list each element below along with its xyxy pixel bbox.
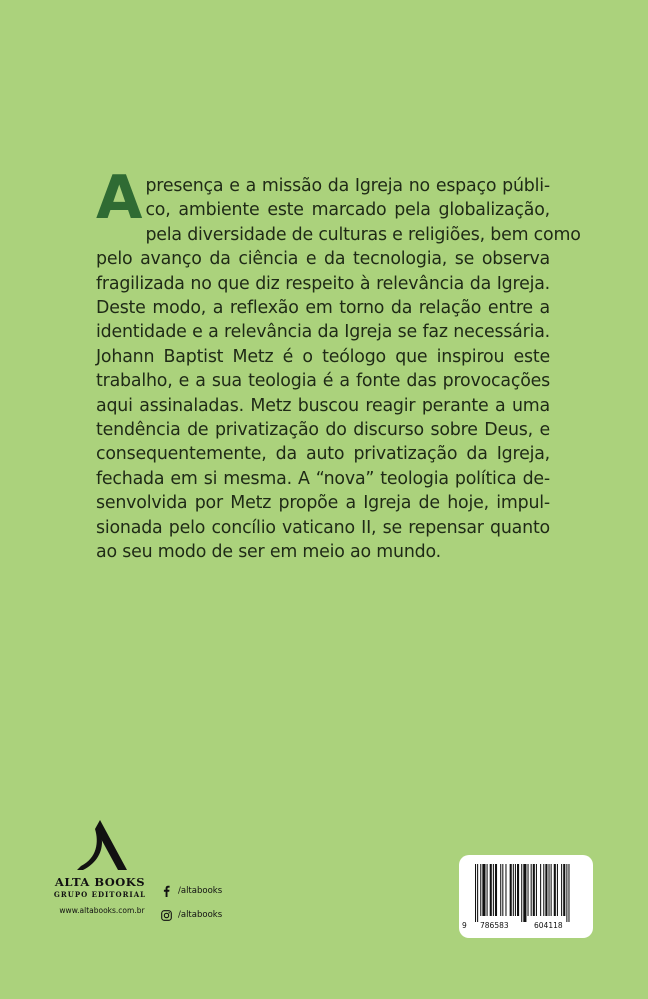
synopsis-line: fechada em si mesma. A “nova” teologia política de- [96, 468, 550, 489]
barcode-bar [482, 864, 485, 916]
synopsis-line: co, ambiente este marcado pela globalização, [145, 200, 550, 221]
synopsis-line: consequentemente, da auto privatização da Igreja, [96, 444, 550, 465]
barcode-bar [500, 864, 501, 916]
social-facebook[interactable] [160, 884, 222, 898]
synopsis-line: Deste modo, a reflexão em torno da relação entre a [96, 298, 550, 319]
publisher-website[interactable]: www.altabooks.com.br [59, 906, 145, 915]
synopsis-line: pelo avanço da ciência e da tecnologia, se observa [96, 249, 550, 270]
synopsis-line: Johann Baptist Metz é o teólogo que inspirou este [96, 346, 550, 367]
synopsis-line: senvolvida por Metz propõe a Igreja de hoje, impul- [96, 493, 550, 514]
barcode-bar [531, 864, 532, 916]
barcode-bar [561, 864, 562, 916]
barcode-bar [502, 864, 503, 916]
barcode-bars [469, 864, 583, 922]
publisher-logo [52, 820, 148, 899]
social-links [160, 884, 222, 932]
publisher-name: ALTA BOOKS [54, 875, 146, 889]
publisher-subtitle: GRUPO EDITORIAL [53, 890, 147, 899]
synopsis-line: tendência de privatização do discurso sobre Deus, e [96, 420, 550, 441]
barcode-bar [477, 864, 478, 922]
drop-cap: A [96, 163, 143, 233]
barcode-bar [554, 864, 556, 916]
barcode-right-group: 604118 [534, 921, 563, 930]
barcode-bar [543, 864, 544, 916]
alta-books-logo-icon [69, 820, 131, 872]
barcode-bar [505, 864, 506, 916]
isbn-barcode [459, 855, 593, 938]
facebook-icon [160, 885, 172, 897]
barcode-bar [566, 864, 567, 922]
barcode-bar [475, 864, 476, 922]
synopsis-line: presença e a missão da Igreja no espaço públi- [145, 176, 550, 196]
synopsis-text [96, 163, 581, 565]
barcode-bar [515, 864, 516, 916]
barcode-bar [563, 864, 565, 916]
barcode-bar [551, 864, 552, 916]
barcode-bar [545, 864, 547, 916]
synopsis-line: ao seu modo de ser em meio ao mundo. [96, 542, 441, 563]
barcode-bar [490, 864, 492, 916]
barcode-bar [549, 864, 550, 916]
barcode-bar [493, 864, 494, 916]
barcode-bar [513, 864, 514, 916]
social-instagram[interactable] [160, 908, 222, 922]
barcode-bar [536, 864, 537, 916]
barcode-bar [480, 864, 481, 916]
barcode-bar [487, 864, 488, 916]
synopsis-line: sionada pelo concílio vaticano II, se repensar quanto [96, 517, 550, 538]
barcode-bar [540, 864, 541, 916]
synopsis-line: aqui assinaladas. Metz buscou reagir perante a uma [96, 395, 550, 416]
barcode-lead-digit: 9 [462, 921, 467, 930]
barcode-bar [528, 864, 529, 916]
instagram-icon [160, 909, 172, 921]
barcode-bar [568, 864, 569, 922]
barcode-bar [533, 864, 535, 916]
synopsis-line: trabalho, e a sua teologia é a fonte das provocações [96, 371, 550, 392]
barcode-bar [517, 864, 519, 916]
barcode-bar [523, 864, 526, 922]
barcode-bar [557, 864, 558, 916]
synopsis-line: identidade e a relevância da Igreja se faz necessária. [96, 322, 550, 343]
barcode-bar [521, 864, 522, 922]
barcode-bar [495, 864, 497, 916]
barcode-left-group: 786583 [480, 921, 509, 930]
barcode-bar [510, 864, 512, 916]
facebook-handle: /altabooks [178, 886, 223, 896]
synopsis-line: pela diversidade de culturas e religiões, bem como [145, 224, 581, 245]
synopsis-line: fragilizada no que diz respeito à relevância da Igreja. [96, 273, 550, 294]
instagram-handle: /altabooks [178, 910, 223, 920]
